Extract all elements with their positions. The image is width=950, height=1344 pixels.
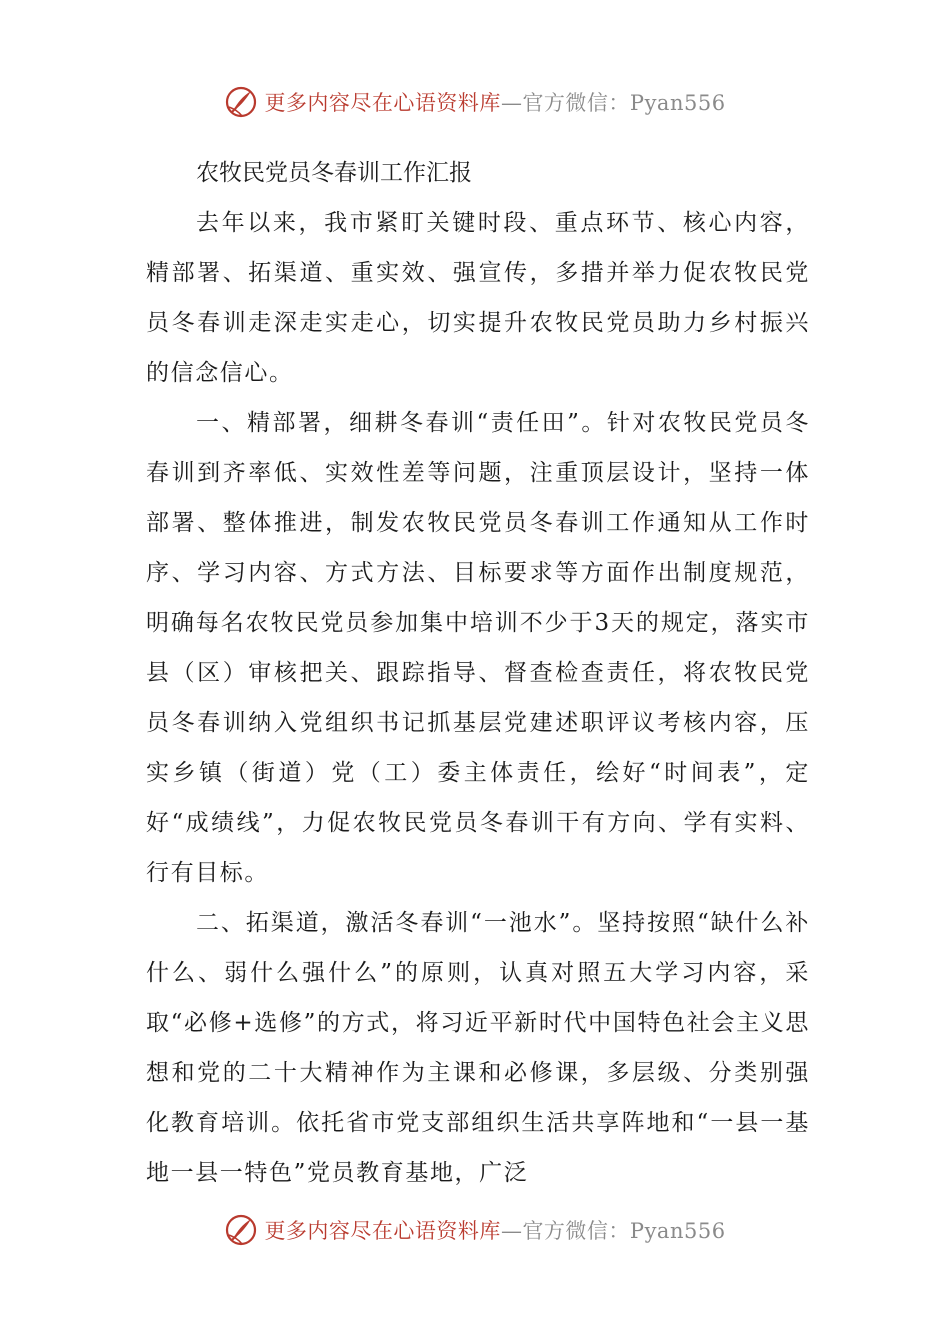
watermark-brand-text: 更多内容尽在心语资料库	[264, 1219, 501, 1243]
quill-seal-icon	[224, 85, 258, 119]
paragraph-section-1: 一、精部署，细耕冬春训“责任田”。针对农牧民党员冬春训到齐率低、实效性差等问题，注重顶层设计，坚持一体部署、整体推进，制发农牧民党员冬春训工作通知从工作时序、学习内容、方式方法、目标要求等方面作出制度规范，明确每名农牧民党员参加集中培训不少于3天的规定，落实市县（区）审核把关、跟踪指导、督查检查责任，将农牧民党员冬春训纳入党组织书记抓基层党建述职评议考核内容，压实乡镇（街道）党（工）委主体责任，绘好“时间表”，定好“成绩线”，力促农牧民党员冬春训干有方向、学有实料、行有目标。	[146, 410, 810, 886]
watermark-contact-text: 官方微信：Pyan556	[522, 91, 726, 115]
watermark-banner-bottom	[0, 1208, 950, 1252]
paragraph-intro: 去年以来，我市紧盯关键时段、重点环节、核心内容，精部署、拓渠道、重实效、强宣传，多措并举力促农牧民党员冬春训走深走实走心，切实提升农牧民党员助力乡村振兴的信念信心。	[146, 210, 810, 386]
watermark-separator: —	[500, 91, 523, 115]
document-body	[146, 148, 810, 1198]
watermark-contact-text: 官方微信：Pyan556	[522, 1219, 726, 1243]
document-title: 农牧民党员冬春训工作汇报	[196, 160, 472, 186]
watermark-banner-top	[0, 80, 950, 124]
quill-seal-icon	[224, 1213, 258, 1247]
watermark-separator: —	[500, 1219, 523, 1243]
watermark-brand-text: 更多内容尽在心语资料库	[264, 91, 501, 115]
paragraph-section-2: 二、拓渠道，激活冬春训“一池水”。坚持按照“缺什么补什么、弱什么强什么”的原则，认真对照五大学习内容，采取“必修+选修”的方式，将习近平新时代中国特色社会主义思想和党的二十大精神作为主课和必修课，多层级、分类别强化教育培训。依托省市党支部组织生活共享阵地和“一县一基地一县一特色”党员教育基地，广泛	[146, 910, 810, 1186]
